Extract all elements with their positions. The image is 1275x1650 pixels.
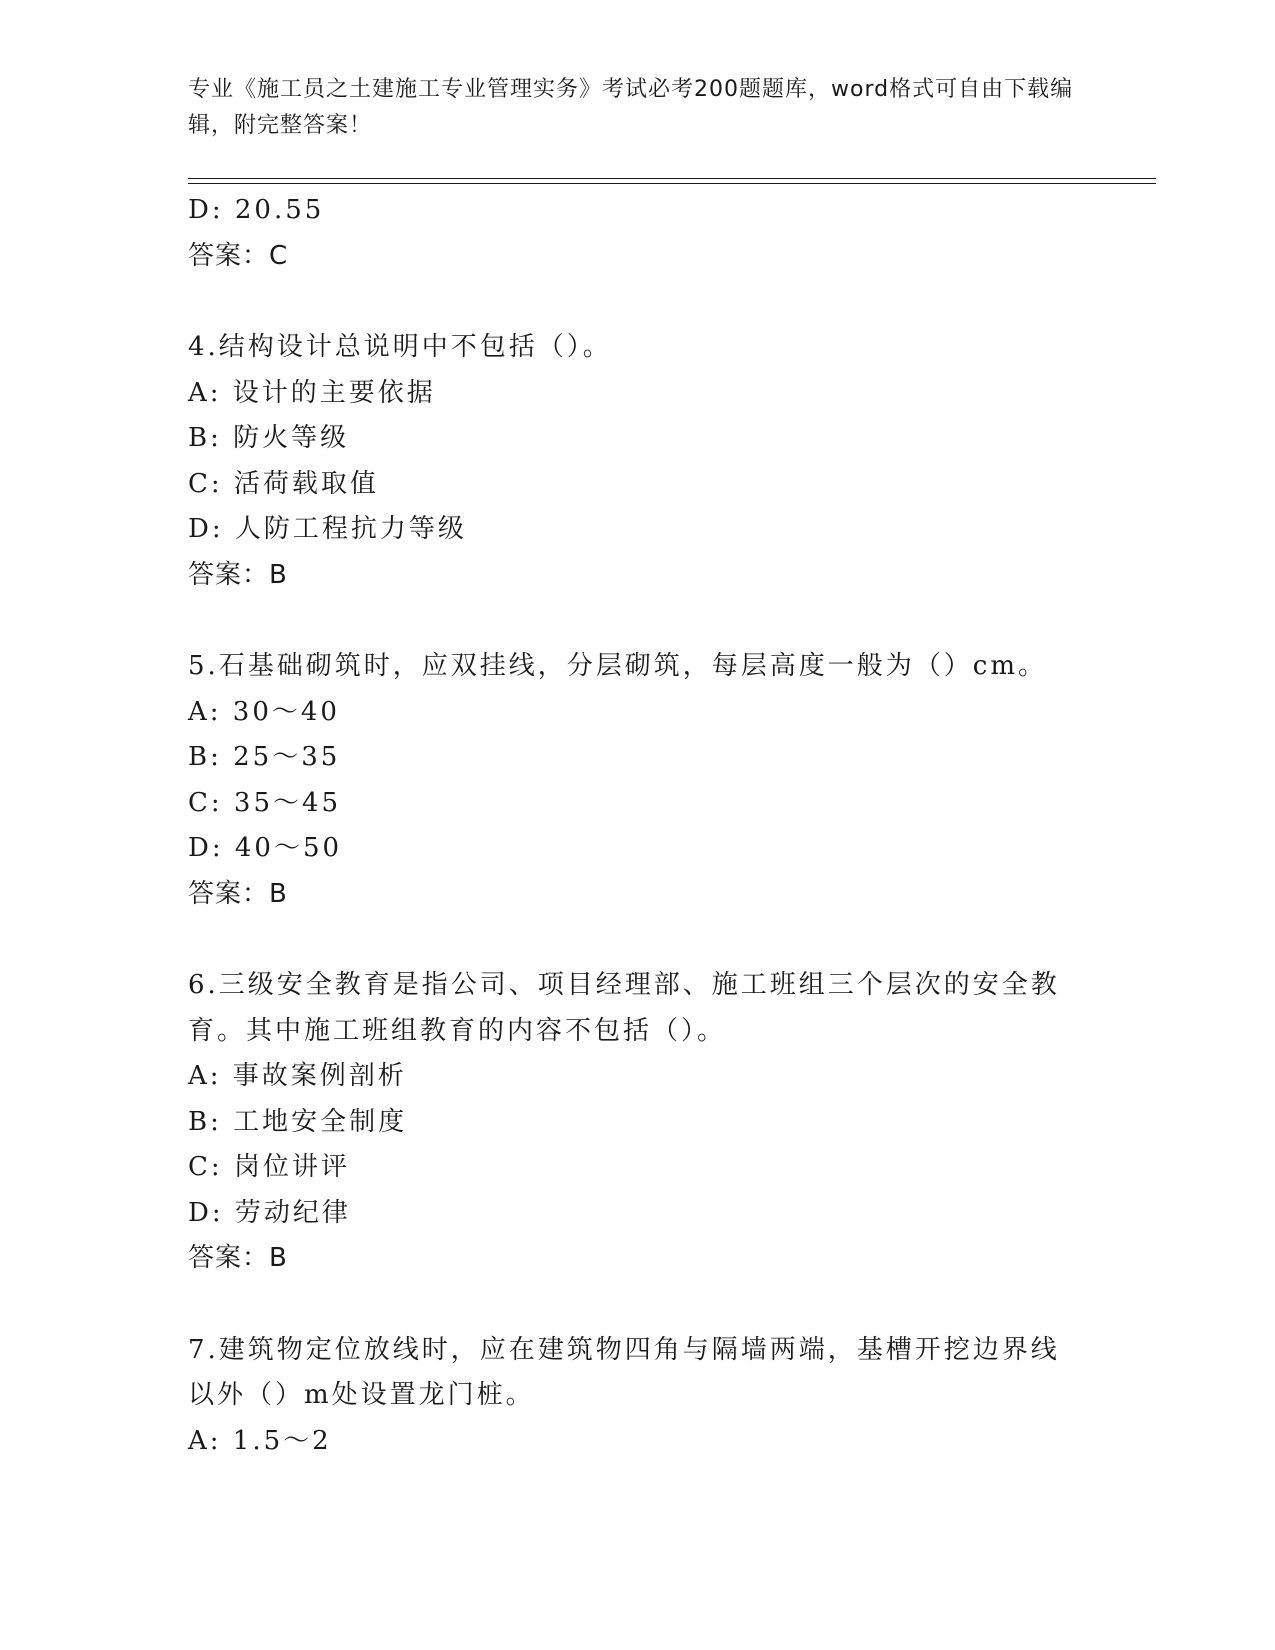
question-4 — [188, 325, 1088, 598]
question-6 — [188, 963, 1088, 1282]
option-b: B: 防火等级 — [188, 423, 350, 453]
header-rule-bottom — [188, 183, 1156, 184]
option-d: D: 20.55 — [188, 195, 325, 225]
option-b: B: 工地安全制度 — [188, 1106, 408, 1137]
answer: 答案：B — [188, 878, 288, 909]
header-rule-top — [188, 178, 1156, 179]
option-d: D: 人防工程抗力等级 — [188, 514, 467, 544]
option-c: C: 岗位讲评 — [188, 1152, 350, 1182]
document-header: 专业《施工员之土建施工专业管理实务》考试必考200题题库，word格式可自由下载编辑，附完整答案！ — [188, 77, 1074, 138]
question-stem: 7.建筑物定位放线时，应在建筑物四角与隔墙两端，基槽开挖边界线以外（）m处设置龙门桩。 — [188, 1334, 1060, 1410]
option-a: A: 事故案例剖析 — [188, 1061, 407, 1091]
partial-question-3 — [188, 188, 1088, 279]
option-a: A: 设计的主要依据 — [188, 377, 436, 408]
answer: 答案：B — [188, 1243, 288, 1273]
option-b: B: 25～35 — [188, 742, 341, 772]
question-stem: 5.石基础砌筑时，应双挂线，分层砌筑，每层高度一般为（）cm。 — [188, 651, 1048, 681]
option-c: C: 35～45 — [188, 787, 342, 818]
option-c: C: 活荷载取值 — [188, 468, 379, 499]
option-a: A: 30～40 — [188, 696, 340, 727]
option-d: D: 40～50 — [188, 833, 343, 863]
answer: 答案：C — [188, 240, 289, 271]
option-a: A: 1.5～2 — [188, 1425, 332, 1456]
question-stem: 4.结构设计总说明中不包括（）。 — [188, 332, 612, 362]
answer: 答案：B — [188, 559, 288, 590]
question-stem: 6.三级安全教育是指公司、项目经理部、施工班组三个层次的安全教育。其中施工班组教育的内容不包括（）。 — [188, 970, 1060, 1046]
question-7 — [188, 1328, 1088, 1465]
option-d: D: 劳动纪律 — [188, 1197, 351, 1228]
question-list — [188, 188, 1088, 1464]
question-5 — [188, 644, 1088, 917]
